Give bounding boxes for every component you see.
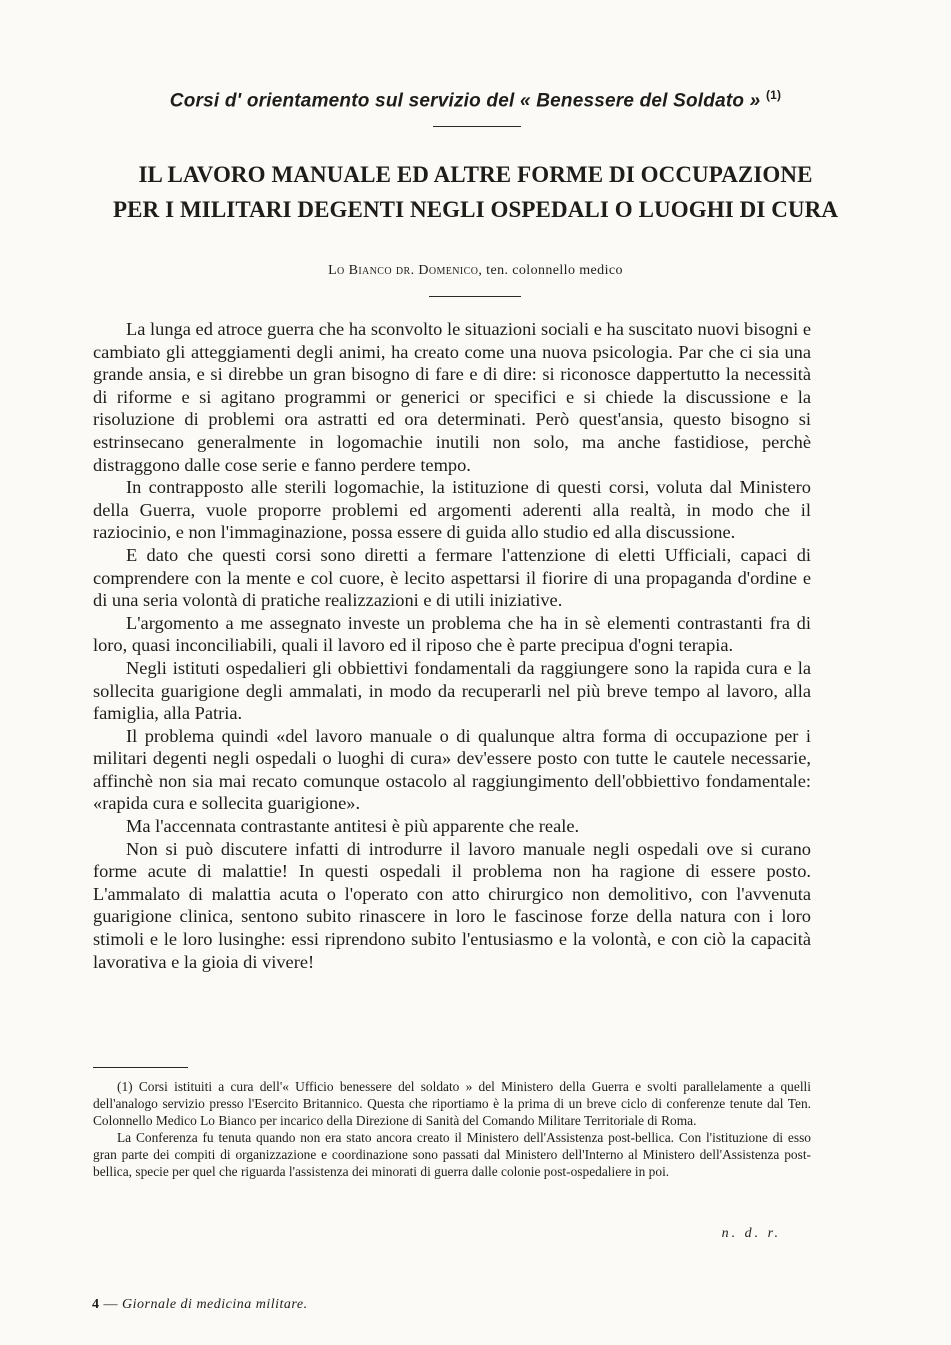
article-byline — [60, 263, 891, 279]
footnote-divider — [93, 1067, 188, 1068]
series-title: Corsi d' orientamento sul servizio del « Benessere del Soldato » — [169, 90, 761, 112]
body-paragraph: In contrapposto alle sterili logomachie, la istituzione di questi corsi, voluta dal Ministero della Guerra, vuole proporre problemi ed argomenti aderenti alla realtà, in modo che il raziocinio, e non l'immaginazione, possa essere di guida allo studio ed alla discussione. — [93, 477, 811, 543]
footnote-paragraph: La Conferenza fu tenuta quando non era stato ancora creato il Ministero dell'Assistenza post-bellica. Con l'istituzione di esso gran parte dei compiti di organizzazione e coordinazione sono passati dal Ministero dell'Interno al Ministero dell'Assistenza post-bellica, specie per quel che riguarda l'assistenza dei minorati di guerra dalle colonie post-ospedaliere in poi. — [93, 1130, 811, 1179]
page-number: 4 — [92, 1297, 100, 1312]
article-title-line-1: IL LAVORO MANUALE ED ALTRE FORME DI OCCUPAZIONE — [138, 162, 813, 187]
journal-name: Giornale di medicina militare. — [122, 1297, 308, 1312]
article-body — [93, 318, 811, 973]
body-paragraph: L'argomento a me assegnato investe un problema che ha in sè elementi contrastanti fra di loro, quasi inconciliabili, quali il lavoro ed il riposo che è parte precipua d'ogni terapia. — [93, 612, 811, 656]
title-divider-top — [433, 126, 521, 127]
author-name: Lo Bianco dr. Domenico, — [328, 263, 483, 278]
body-paragraph: Il problema quindi «del lavoro manuale o di qualunque altra forma di occupazione per i militari degenti negli ospedali o luoghi di cura» dev'essere posto con tutte le cautele necessarie, affinchè non sia mai recato comunque ostacolo al raggiungimento dell'obbiettivo fondamentale: «rapida cura e sollecita guarigione». — [93, 725, 811, 814]
page-footer — [92, 1297, 308, 1313]
title-divider-bottom — [429, 296, 521, 297]
footnote-paragraph: (1) Corsi istituiti a cura dell'« Ufficio benessere del soldato » del Ministero della Guerra e svolti parallelamente a quelli dell'analogo servizio presso l'Esercito Britannico. Questa che riportiamo è la prima di un breve ciclo di conferenze tenute dal Ten. Colonnello Medico Lo Bianco per incarico della Direzione di Sanità del Comando Militare Territoriale di Roma. — [93, 1079, 811, 1128]
body-paragraph: Negli istituti ospedalieri gli obbiettivi fondamentali da raggiungere sono la rapida cura e la sollecita guarigione degli ammalati, in modo da recuperarli nel più breve tempo al lavoro, alla famiglia, alla Patria. — [93, 657, 811, 724]
footer-separator: — — [103, 1297, 118, 1312]
author-rank: ten. colonnello medico — [486, 263, 623, 278]
footnote-reference[interactable]: (1) — [765, 88, 782, 102]
footnote — [93, 1078, 811, 1180]
body-paragraph: Ma l'accennata contrastante antitesi è più apparente che reale. — [126, 816, 580, 837]
body-paragraph: Non si può discutere infatti di introdurre il lavoro manuale negli ospedali ove si curano forme acute di malattie! In questi ospedali il problema non ha ragione di essere posto. L'ammalato di malattia acuta o l'operato con atto chirurgico non demolitivo, con l'avvenuta guarigione clinica, sentono subito rinascere in loro le fascinose forze della natura con i loro stimoli e le loro lusinghe: essi riprendono subito l'entusiasmo e la volontà, e con ciò la capacità lavorativa e la gioia di vivere! — [93, 838, 811, 972]
article-title-line-2: PER I MILITARI DEGENTI NEGLI OSPEDALI O LUOGHI DI CURA — [112, 197, 839, 222]
body-paragraph: La lunga ed atroce guerra che ha sconvolto le situazioni sociali e ha suscitato nuovi bisogni e cambiato gli atteggiamenti degli animi, ha creato come una nuova psicologia. Par che ci sia una grande ansia, e si direbbe un gran bisogno di fare e di dire: si riconosce dappertutto la necessità di riforme e si agitano programmi or generici or specifici e si chiede la discussione e la risoluzione di problemi ora astratti ed ora determinati. Però quest'ansia, questo bisogno si estrinsecano generalmente in logomachie inutili non solo, ma anche fastidiose, perchè distraggono dalle cose serie e fanno perdere tempo. — [93, 319, 811, 475]
series-heading — [60, 88, 891, 112]
article-title — [60, 157, 891, 227]
body-paragraph: E dato che questi corsi sono diretti a fermare l'attenzione di eletti Ufficiali, capaci di comprendere con la mente e col cuore, è lecito aspettarsi il fiorire di una propaganda d'ordine e di una seria volontà di pratiche realizzazioni e di utili iniziative. — [93, 544, 811, 611]
editorial-signature: n. d. r. — [721, 1226, 781, 1241]
